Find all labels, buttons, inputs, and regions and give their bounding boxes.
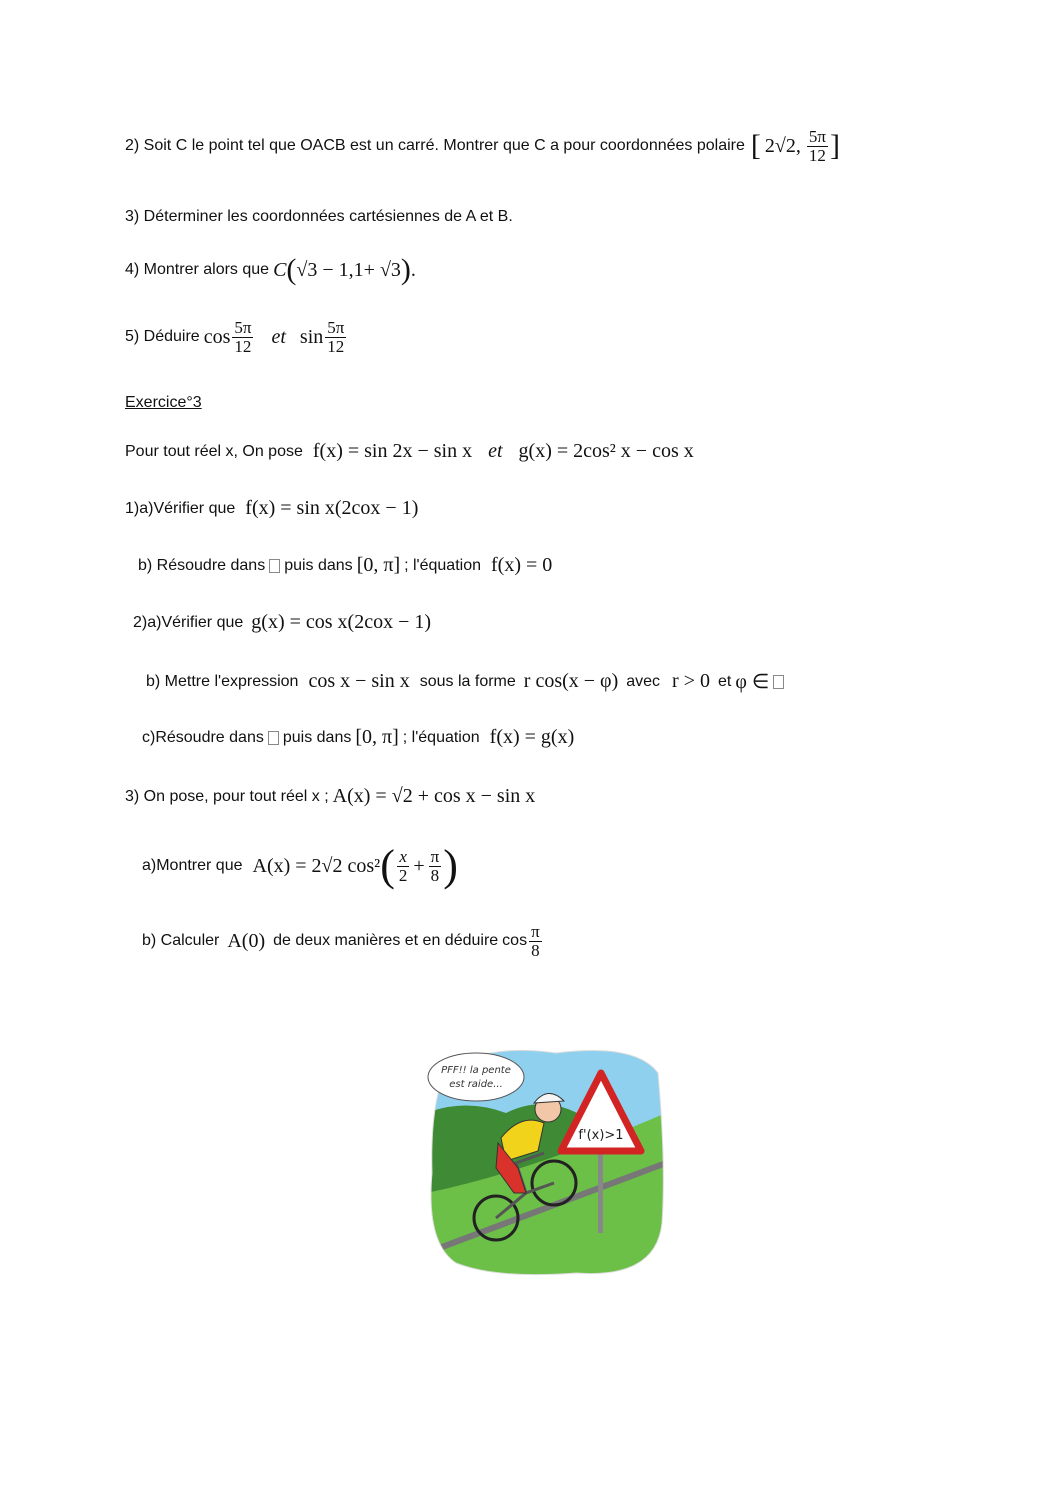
question-1b-equation: f(x) = 0 [491,554,553,576]
fraction-numerator: 5π [808,127,826,146]
question-3 [125,208,513,226]
speech-bubble [428,1053,524,1101]
fraction-numerator: π [531,922,540,941]
question-2b-text-4: et [718,672,732,690]
fraction-denominator: 12 [234,336,252,356]
question-2a [133,611,435,634]
right-bracket: ] [829,129,840,163]
right-paren: ) [400,253,411,286]
question-2a-expression: g(x) = cos x(2cox − 1) [251,611,432,633]
bubble-line-1: PFF!! la pente [441,1065,511,1076]
fraction-denominator: 8 [430,865,440,885]
expression-cos-minus-sin: cos x − sin x [308,670,410,692]
left-paren: ( [286,253,297,286]
question-3b-text-2: de deux manières et en déduire [273,932,499,950]
question-2b [146,669,788,694]
expression-phi: φ ∈ [735,671,770,693]
left-bracket: [ [750,129,761,163]
cos-label: cos [502,932,528,950]
question-5-text: 5) Déduire [125,328,200,346]
question-3-text: 3) Déterminer les coordonnées cartésiennes de A et B. [125,208,513,225]
fraction-denominator: 12 [327,336,345,356]
right-paren: ) [443,841,458,890]
question-1a-text: 1)a)Vérifier que [125,499,236,517]
g-definition: g(x) = 2cos² x − cos x [518,440,694,462]
polar-radius: 2√2, [764,134,801,157]
fraction-numerator: π [430,846,440,866]
question-2a-text: 2)a)Vérifier que [133,613,244,631]
exercise-intro [125,440,698,463]
pi-over-8-fraction [429,848,442,885]
bubble-line-2: est raide... [449,1079,503,1090]
question-1b-text-2: puis dans [284,556,353,574]
question-3b-text: b) Calculer [142,932,220,950]
pi-over-8-fraction [529,923,542,960]
question-2c-equation: f(x) = g(x) [489,726,575,748]
point-c-coordinates: √3 − 1,1+ √3 [296,258,401,281]
a-definition: A(x) = √2 + cos x − sin x [332,785,536,807]
et-word: et [271,325,286,348]
question-2c-text-3: ; l'équation [402,728,480,746]
expression-r-cos: r cos(x − φ) [523,670,619,692]
cos-fraction [232,319,253,356]
question-3a [142,841,458,890]
question-2c [142,726,578,749]
reals-symbol-icon [773,675,784,689]
question-2b-text-2: sous la forme [419,672,516,690]
question-1a-expression: f(x) = sin x(2cox − 1) [245,497,419,519]
question-1a [125,497,422,520]
period: . [410,258,416,281]
question-1b-text-3: ; l'équation [404,556,481,574]
fraction-denominator: 12 [808,145,826,165]
x-over-2-fraction [397,848,410,885]
point-c: C [273,258,287,281]
question-2b-text-3: avec [626,672,661,690]
fraction-numerator: 5π [234,318,252,337]
question-2c-text-2: puis dans [282,728,352,746]
cyclist-cartoon-illustration [426,1043,666,1279]
question-3a-expression: A(x) = 2√2 cos² [252,854,381,877]
sign-text: f'(x)>1 [578,1128,624,1143]
question-3-part [125,785,539,808]
question-4-text: 4) Montrer alors que [125,261,270,278]
sin-label: sin [299,325,324,348]
f-definition: f(x) = sin 2x − sin x [312,440,473,462]
question-4 [125,255,416,285]
question-2-text: 2) Soit C le point tel que OACB est un carré. Montrer que C a pour coordonnées polaire [125,137,745,155]
a-of-zero: A(0) [227,929,266,952]
plus-sign: + [413,854,425,877]
left-paren: ( [380,841,395,890]
exercise-3-heading [125,394,202,412]
fraction-numerator: x [399,846,407,866]
interval: [0, π] [355,726,399,748]
fraction-denominator: 8 [531,940,540,960]
question-2c-text: c)Résoudre dans [142,728,264,746]
question-3b [142,923,544,960]
question-3a-text: a)Montrer que [142,857,243,874]
sin-fraction [325,319,346,356]
question-2 [125,128,840,165]
expression-r-positive: r > 0 [672,670,710,692]
question-2b-text: b) Mettre l'expression [146,672,299,690]
question-5 [125,319,348,356]
cos-label: cos [203,325,231,348]
reals-symbol-icon [269,559,280,573]
polar-angle-fraction [807,128,828,165]
fraction-denominator: 2 [398,865,408,885]
question-3-part-text: 3) On pose, pour tout réel x ; [125,787,329,805]
question-1b-text: b) Résoudre dans [138,556,266,574]
et-word: et [488,440,503,462]
reals-symbol-icon [268,731,279,745]
intro-text: Pour tout réel x, On pose [125,442,303,460]
fraction-numerator: 5π [327,318,345,337]
question-1b [138,554,556,577]
exercise-3-title: Exercice°3 [125,394,202,411]
interval: [0, π] [356,554,401,576]
